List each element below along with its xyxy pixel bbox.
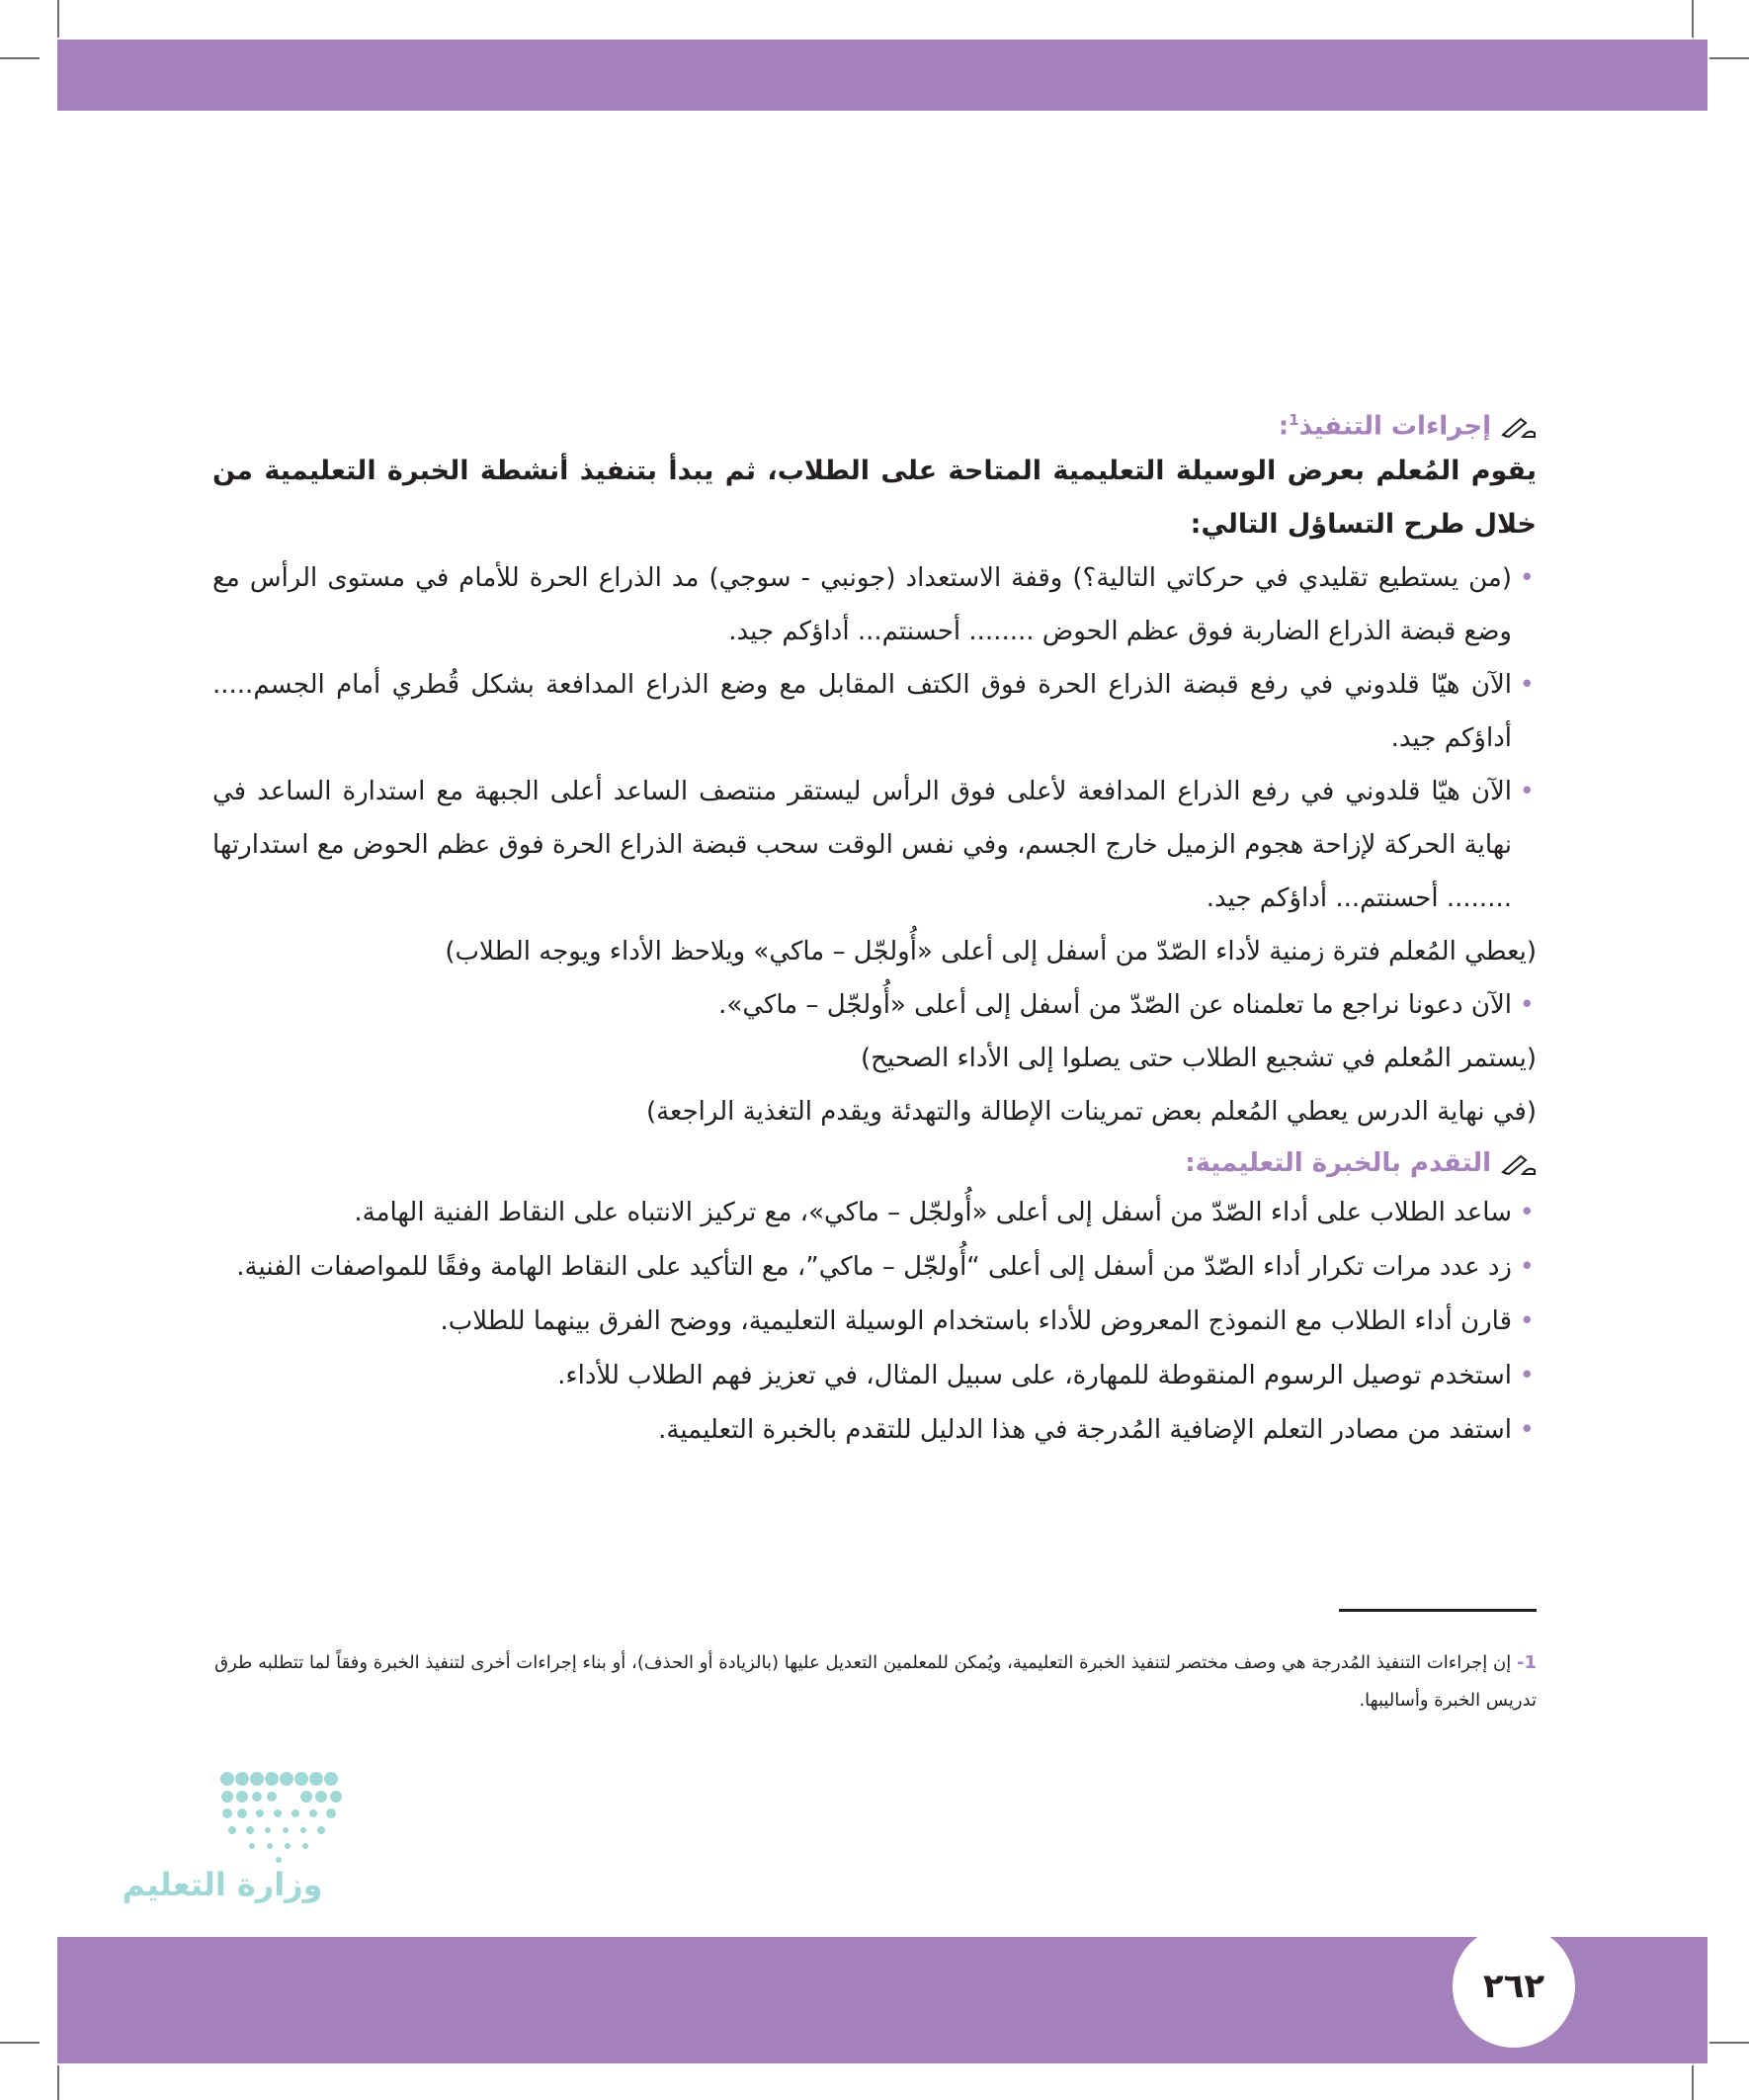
ministry-logo-text: وزارة التعليم xyxy=(122,1866,323,1903)
heading-text: إجراءات التنفيذ xyxy=(1298,411,1491,442)
main-content xyxy=(212,397,1537,1458)
heading-colon: : xyxy=(1278,411,1290,442)
list-item xyxy=(212,1349,1537,1403)
list-item-text: (من يستطيع تقليدي في حركاتي التالية؟) وقفة الاستعداد (جونبي - سوجي) مد الذراع الحرة للأمام في مستوى الرأس مع وضع قبضة الذراع الضاربة فوق عظم الحوض ........ أحسنتم... أداؤكم جيد. xyxy=(212,563,1512,646)
bullet-icon: • xyxy=(1519,563,1535,593)
crop-mark xyxy=(57,2065,59,2100)
page-number: ٢٦٢ xyxy=(1453,1925,1575,2048)
bullet-icon: • xyxy=(1519,1361,1535,1390)
procedure-list xyxy=(212,551,1537,925)
top-header-band xyxy=(57,40,1707,111)
list-item-text: قارن أداء الطلاب مع النموذج المعروض للأداء باستخدام الوسيلة التعليمية، ووضح الفرق بينهما للطلاب. xyxy=(440,1306,1512,1336)
footnote-text: إن إجراءات التنفيذ المُدرجة هي وصف مختصر لتنفيذ الخبرة التعليمية، ويُمكن للمعلمين التعديل عليها (بالزيادة أو الحذف)، أو بناء إجراءات أخرى لتنفيذ الخبرة وفقاً لما تتطلبه طرق تدريس الخبرة وأساليبها. xyxy=(214,1652,1537,1711)
bullet-icon: • xyxy=(1519,777,1535,806)
list-item-text: زد عدد مرات تكرار أداء الصّدّ من أسفل إلى أعلى “أُولجّل – ماكي”، مع التأكيد على النقاط الهامة وفقًا للمواصفات الفنية. xyxy=(236,1252,1512,1282)
pen-writing-icon xyxy=(1501,415,1537,439)
procedure-list xyxy=(212,978,1537,1032)
bullet-icon: • xyxy=(1519,670,1535,700)
list-item xyxy=(212,1240,1537,1295)
list-item-text: استفد من مصادر التعلم الإضافية المُدرجة في هذا الدليل للتقدم بالخبرة التعليمية. xyxy=(658,1415,1512,1445)
list-item xyxy=(212,1186,1537,1240)
list-item-text: الآن هيّا قلدوني في رفع قبضة الذراع الحرة فوق الكتف المقابل مع وضع الذراع المدافعة بشكل قُطري أمام الجسم..... أداؤكم جيد. xyxy=(212,670,1512,753)
list-item-text: استخدم توصيل الرسوم المنقوطة للمهارة، على سبيل المثال، في تعزيز فهم الطلاب للأداء. xyxy=(557,1361,1512,1390)
progress-list xyxy=(212,1186,1537,1458)
list-item xyxy=(212,978,1537,1032)
teacher-note: (يستمر المُعلم في تشجيع الطلاب حتى يصلوا إلى الأداء الصحيح) xyxy=(860,1044,1537,1073)
pen-writing-icon xyxy=(1501,1152,1537,1176)
list-item xyxy=(212,1295,1537,1349)
crop-mark xyxy=(0,2042,40,2044)
teacher-note: (في نهاية الدرس يعطي المُعلم بعض تمرينات الإطالة والتهدئة ويقدم التغذية الراجعة) xyxy=(645,1097,1537,1127)
teacher-note: (يعطي المُعلم فترة زمنية لأداء الصّدّ من أسفل إلى أعلى «أُولجّل – ماكي» ويلاحظ الأداء ويوجه الطلاب) xyxy=(445,937,1537,966)
bullet-icon: • xyxy=(1519,1198,1535,1227)
footnote-reference: 1 xyxy=(1289,411,1299,429)
section-heading-progress xyxy=(212,1140,1537,1186)
bullet-icon: • xyxy=(1519,1415,1535,1445)
crop-mark xyxy=(57,0,59,38)
list-item xyxy=(212,551,1537,658)
footnote-number: 1- xyxy=(1516,1652,1537,1673)
footnote-divider xyxy=(1339,1609,1537,1612)
list-item-text: ساعد الطلاب على أداء الصّدّ من أسفل إلى أعلى «أُولجّل – ماكي»، مع تركيز الانتباه على النقاط الفنية الهامة. xyxy=(354,1198,1512,1227)
heading-text: التقدم بالخبرة التعليمية: xyxy=(1185,1148,1491,1178)
list-item-text: الآن هيّا قلدوني في رفع الذراع المدافعة لأعلى فوق الرأس ليستقر منتصف الساعد أعلى الجبهة مع استدارة الساعد في نهاية الحركة لإزاحة هجوم الزميل خارج الجسم، وفي نفس الوقت سحب قبضة الذراع الحرة فوق عظم الحوض مع استدارتها ........ أحسنتم... أداؤكم جيد. xyxy=(212,777,1512,913)
section-heading-procedures xyxy=(212,397,1537,443)
crop-mark xyxy=(0,57,40,59)
intro-paragraph: يقوم المُعلم بعرض الوسيلة التعليمية المتاحة على الطلاب، ثم يبدأ بتنفيذ أنشطة الخبرة التعليمية من خلال طرح التساؤل التالي: xyxy=(212,456,1537,540)
list-item xyxy=(212,658,1537,765)
bullet-icon: • xyxy=(1519,990,1535,1020)
list-item xyxy=(212,765,1537,925)
crop-mark xyxy=(1692,2065,1694,2100)
list-item xyxy=(212,1403,1537,1458)
bullet-icon: • xyxy=(1519,1306,1535,1336)
list-item-text: الآن دعونا نراجع ما تعلمناه عن الصّدّ من أسفل إلى أعلى «أُولجّل – ماكي». xyxy=(718,990,1512,1020)
crop-mark xyxy=(1692,0,1694,38)
crop-mark xyxy=(1709,57,1749,59)
crop-mark xyxy=(1709,2042,1749,2044)
bullet-icon: • xyxy=(1519,1252,1535,1282)
footnote xyxy=(212,1644,1537,1720)
